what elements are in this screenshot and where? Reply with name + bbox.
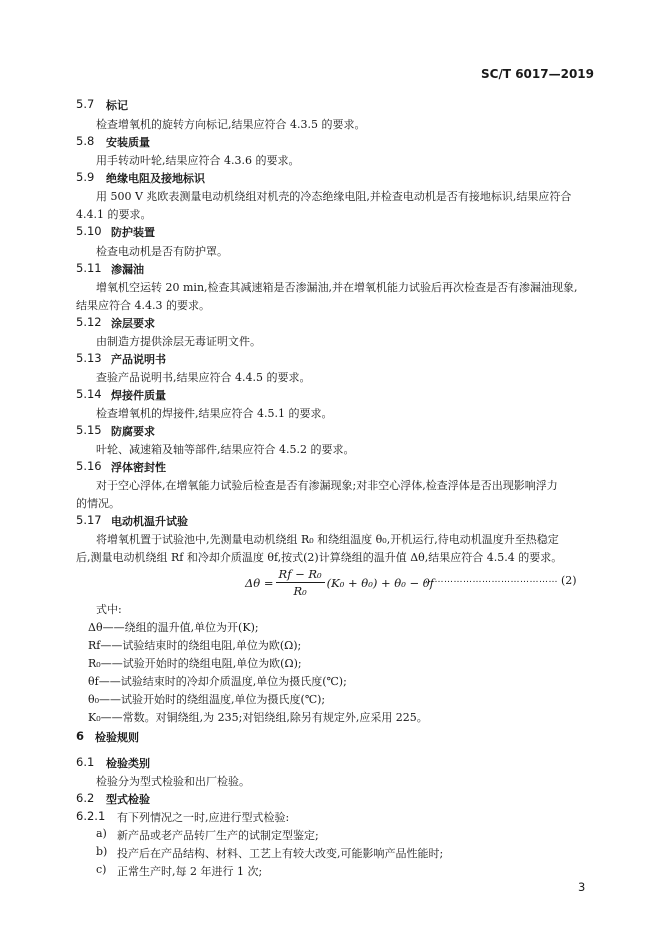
variable-definition: θ₀——试验开始时的绕组温度,单位为摄氏度(℃); [88,693,326,706]
paragraph-line: 检查增氧机的旋转方向标记,结果应符合 4.3.5 的要求。 [96,118,366,131]
section-title: 防腐要求 [111,425,155,438]
section-title: 型式检验 [106,793,150,806]
chapter-title: 检验规则 [95,731,139,744]
variable-definition: Δθ——绕组的温升值,单位为开(K); [88,621,259,634]
list-item: 投产后在产品结构、材料、工艺上有较大改变,可能影响产品性能时; [117,847,444,860]
paragraph-line: 结果应符合 4.4.3 的要求。 [76,299,210,312]
page-number: 3 [578,880,586,894]
standard-code: SC/T 6017—2019 [481,67,594,81]
section-title: 渗漏油 [111,263,144,276]
formula-lhs: Δθ = [245,575,274,590]
equation-number: (2) [561,574,577,587]
variable-definition: Rf——试验结束时的绕组电阻,单位为欧(Ω); [88,639,302,652]
formula-numerator: Rf − R₀ [276,567,325,583]
section-number: 5.11 [76,261,102,275]
section-number: 6.1 [76,755,95,769]
section-title: 产品说明书 [111,353,166,366]
section-title: 安装质量 [106,136,150,149]
paragraph-line: 后,测量电动机绕组 Rf 和冷却介质温度 θf,按式(2)计算绕组的温升值 Δθ,结果应符合 4.5.4 的要求。 [76,551,563,564]
list-item: 正常生产时,每 2 年进行 1 次; [117,865,263,878]
section-number: 5.10 [76,224,102,238]
paragraph-line: 检查增氧机的焊接件,结果应符合 4.5.1 的要求。 [96,407,333,420]
variable-definition: K₀——常数。对铜绕组,为 235;对铝绕组,除另有规定外,应采用 225。 [88,711,428,724]
section-number: 5.15 [76,423,102,437]
section-title: 检验类别 [106,757,150,770]
section-number: 5.14 [76,387,102,401]
section-title: 标记 [106,99,128,112]
section-number: 5.7 [76,97,95,111]
paragraph-line: 由制造方提供涂层无毒证明文件。 [96,335,261,348]
chapter-number: 6 [76,729,85,743]
section-title: 涂层要求 [111,317,155,330]
list-marker: b) [96,845,108,858]
paragraph-line: 叶轮、减速箱及轴等部件,结果应符合 4.5.2 的要求。 [96,443,355,456]
section-number: 5.8 [76,134,95,148]
paragraph-line: 有下列情况之一时,应进行型式检验: [117,811,290,824]
paragraph-line: 4.4.1 的要求。 [76,208,152,221]
section-title: 浮体密封性 [111,461,166,474]
section-number: 5.17 [76,513,102,527]
variable-definition: R₀——试验开始时的绕组电阻,单位为欧(Ω); [88,657,302,670]
section-title: 防护装置 [111,226,155,239]
formula-denominator: R₀ [293,584,307,598]
paragraph-line: 检查电动机是否有防护罩。 [96,245,228,258]
section-number: 5.12 [76,315,102,329]
section-number: 5.13 [76,351,102,365]
list-item: 新产品或老产品转厂生产的试制定型鉴定; [117,829,319,842]
section-number: 5.16 [76,459,102,473]
list-marker: c) [96,863,107,876]
list-marker: a) [96,827,107,840]
paragraph-line: 查验产品说明书,结果应符合 4.4.5 的要求。 [96,371,311,384]
paragraph-line: 对于空心浮体,在增氧能力试验后检查是否有渗漏现象;对非空心浮体,检查浮体是否出现影响浮力 [96,479,558,492]
formula-fraction [276,567,325,598]
formula [245,567,434,598]
formula-rhs: (K₀ + θ₀) + θ₀ − θf [326,575,434,590]
variable-definition: θf——试验结束时的冷却介质温度,单位为摄氏度(℃); [88,675,347,688]
subsection-number: 6.2.1 [76,809,106,823]
paragraph-line: 用手转动叶轮,结果应符合 4.3.6 的要求。 [96,154,300,167]
paragraph-line: 检验分为型式检验和出厂检验。 [96,775,250,788]
paragraph-line: 的情况。 [76,497,120,510]
paragraph-line: 用 500 V 兆欧表测量电动机绕组对机壳的冷态绝缘电阻,并检查电动机是否有接地标识,结果应符合 [96,190,572,203]
formula-leader-dots: …………………………………… [425,575,558,585]
section-title: 焊接件质量 [111,389,166,402]
section-number: 5.9 [76,170,95,184]
where-label: 式中: [96,603,122,616]
paragraph-line: 增氧机空运转 20 min,检查其减速箱是否渗漏油,并在增氧机能力试验后再次检查是否有渗漏油现象, [96,281,578,294]
section-number: 6.2 [76,791,95,805]
section-title: 绝缘电阻及接地标识 [106,172,205,185]
section-title: 电动机温升试验 [111,515,188,528]
paragraph-line: 将增氧机置于试验池中,先测量电动机绕组 R₀ 和绕组温度 θ₀,开机运行,待电动机温度升至热稳定 [96,533,559,546]
